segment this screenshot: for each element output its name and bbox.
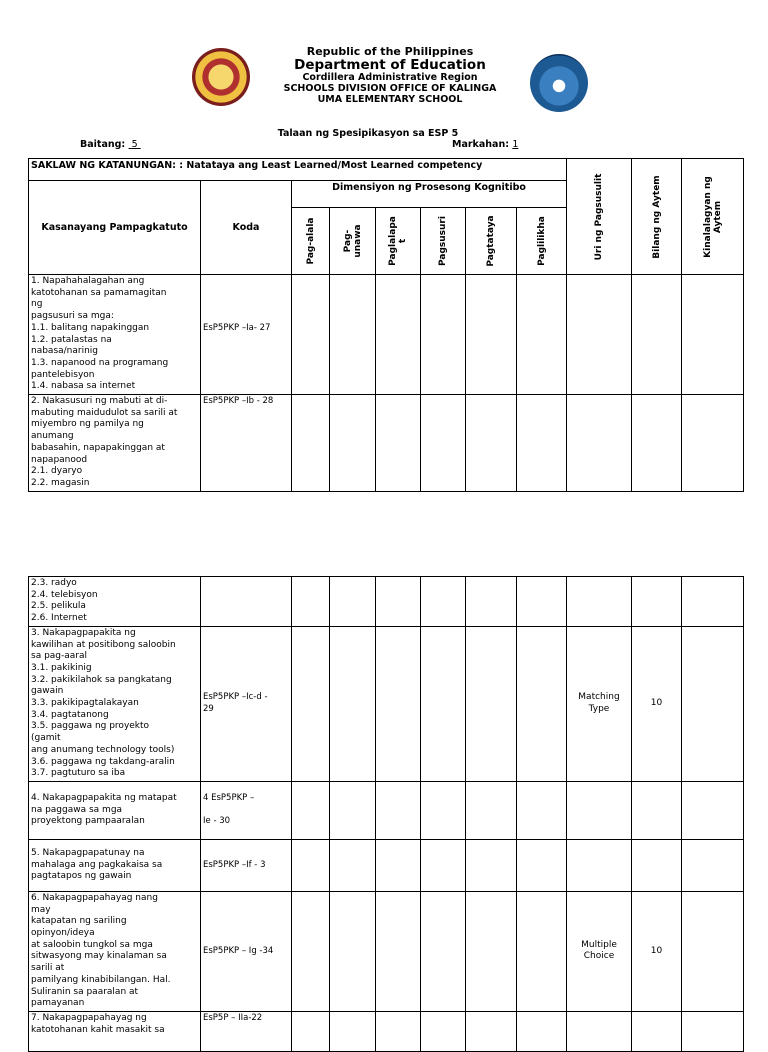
- grade-label: Baitang:: [80, 139, 126, 150]
- quarter-field: [452, 139, 518, 150]
- item-count-cell: [632, 781, 682, 839]
- competency-cell: 5. Nakapagpapatunay na mahalaga ang pagkakaisa sa pagtatapos ng gawain: [29, 839, 201, 891]
- test-type-cell: [567, 395, 632, 492]
- creating-header: Paglilikha: [517, 208, 567, 275]
- competency-header: Kasanayang Pampagkatuto: [29, 181, 201, 275]
- table-row: [29, 839, 744, 891]
- code-cell: EsP5P – IIa-22: [201, 1011, 292, 1051]
- test-type-cell: [567, 577, 632, 627]
- item-placement-header: Kinalalagyan ng Aytem: [682, 159, 744, 275]
- code-cell: [201, 577, 292, 627]
- test-type-cell: [567, 839, 632, 891]
- item-count-cell: [632, 275, 682, 395]
- code-cell: EsP5PKP –Ic-d - 29: [201, 626, 292, 781]
- table-row: [29, 275, 744, 395]
- document-title: Talaan ng Spesipikasyon sa ESP 5: [277, 128, 459, 139]
- republic-line: Republic of the Philippines: [306, 45, 474, 58]
- test-type-header: Uri ng Pagsusulit: [567, 159, 632, 275]
- competency-cell: 2.3. radyo 2.4. telebisyon 2.5. pelikula 2.6. Internet: [29, 577, 201, 627]
- table-row: [29, 1011, 744, 1051]
- school-line: UMA ELEMENTARY SCHOOL: [317, 94, 463, 105]
- scope-header: SAKLAW NG KATANUNGAN: : Natataya ang Least Learned/Most Learned competency: [29, 159, 567, 181]
- item-count-cell: [632, 1011, 682, 1051]
- table-row: [29, 781, 744, 839]
- table-row: [29, 626, 744, 781]
- code-cell: EsP5PKP –If - 3: [201, 839, 292, 891]
- code-header: Koda: [201, 181, 292, 275]
- school-seal-icon: [530, 54, 588, 112]
- specification-table-continued: [28, 576, 744, 1052]
- test-type-cell: [567, 275, 632, 395]
- analyzing-header: Pagsusuri: [421, 208, 466, 275]
- test-type-cell: [567, 781, 632, 839]
- specification-table: [28, 158, 744, 492]
- code-cell: EsP5PKP – Ig -34: [201, 891, 292, 1011]
- division-line: SCHOOLS DIVISION OFFICE OF KALINGA: [283, 83, 497, 94]
- item-count-cell: [632, 577, 682, 627]
- table-row: [29, 577, 744, 627]
- competency-cell: 7. Nakapagpapahayag ng katotohanan kahit masakit sa: [29, 1011, 201, 1051]
- test-type-cell: Multiple Choice: [567, 891, 632, 1011]
- code-cell: EsP5PKP –Ia- 27: [201, 275, 292, 395]
- test-type-cell: [567, 1011, 632, 1051]
- grade-field: [80, 139, 141, 150]
- evaluating-header: Pagtataya: [466, 208, 517, 275]
- cognitive-dimension-header: Dimensiyon ng Prosesong Kognitibo: [292, 181, 567, 208]
- competency-cell: 1. Napahahalagahan ang katotohanan sa pamamagitan ng pagsusuri sa mga: 1.1. balitang napakinggan 1.2. patalastas na nabasa/narinig 1.3. napanood na programang pantelebisyon 1.4. nabasa sa internet: [29, 275, 201, 395]
- table-row: [29, 891, 744, 1011]
- department-line: Department of Education: [294, 57, 486, 73]
- item-count-cell: 10: [632, 891, 682, 1011]
- code-cell: 4 EsP5PKP – Ie - 30: [201, 781, 292, 839]
- competency-cell: 6. Nakapagpapahayag nang may katapatan ng sariling opinyon/ideya at saloobin tungkol sa mga sitwasyong may kinalaman sa sarili at pamilyang kinabibilangan. Hal. Suliranin sa paaralan at pamayanan: [29, 891, 201, 1011]
- test-type-cell: Matching Type: [567, 626, 632, 781]
- competency-cell: 2. Nakasusuri ng mabuti at di- mabuting maidudulot sa sarili at miyembro ng pamilya ng anumang babasahin, napapakinggan at napapanood 2.1. dyaryo 2.2. magasin: [29, 395, 201, 492]
- code-cell: EsP5PKP –Ib - 28: [201, 395, 292, 492]
- grade-value: 5: [131, 139, 138, 150]
- item-count-cell: [632, 395, 682, 492]
- table-row: [29, 395, 744, 492]
- applying-header: Paglalapa t: [376, 208, 421, 275]
- competency-cell: 3. Nakapagpapakita ng kawilihan at positibong saloobin sa pag-aaral 3.1. pakikinig 3.2. pakikilahok sa pangkatang gawain 3.3. pakikipagtalakayan 3.4. pagtatanong 3.5. paggawa ng proyekto (gamit ang anumang technology tools) 3.6. paggawa ng takdang-aralin 3.7. pagtuturo sa iba: [29, 626, 201, 781]
- item-count-header: Bilang ng Aytem: [632, 159, 682, 275]
- quarter-value: 1: [512, 139, 519, 150]
- item-count-cell: 10: [632, 626, 682, 781]
- competency-cell: 4. Nakapagpapakita ng matapat na paggawa sa mga proyektong pampaaralan: [29, 781, 201, 839]
- understanding-header: Pag- unawa: [330, 208, 376, 275]
- region-line: Cordillera Administrative Region: [302, 72, 478, 83]
- division-seal-icon: [192, 48, 250, 106]
- document-header: [0, 0, 768, 160]
- remembering-header: Pag-alala: [292, 208, 330, 275]
- item-count-cell: [632, 839, 682, 891]
- quarter-label: Markahan:: [452, 139, 510, 150]
